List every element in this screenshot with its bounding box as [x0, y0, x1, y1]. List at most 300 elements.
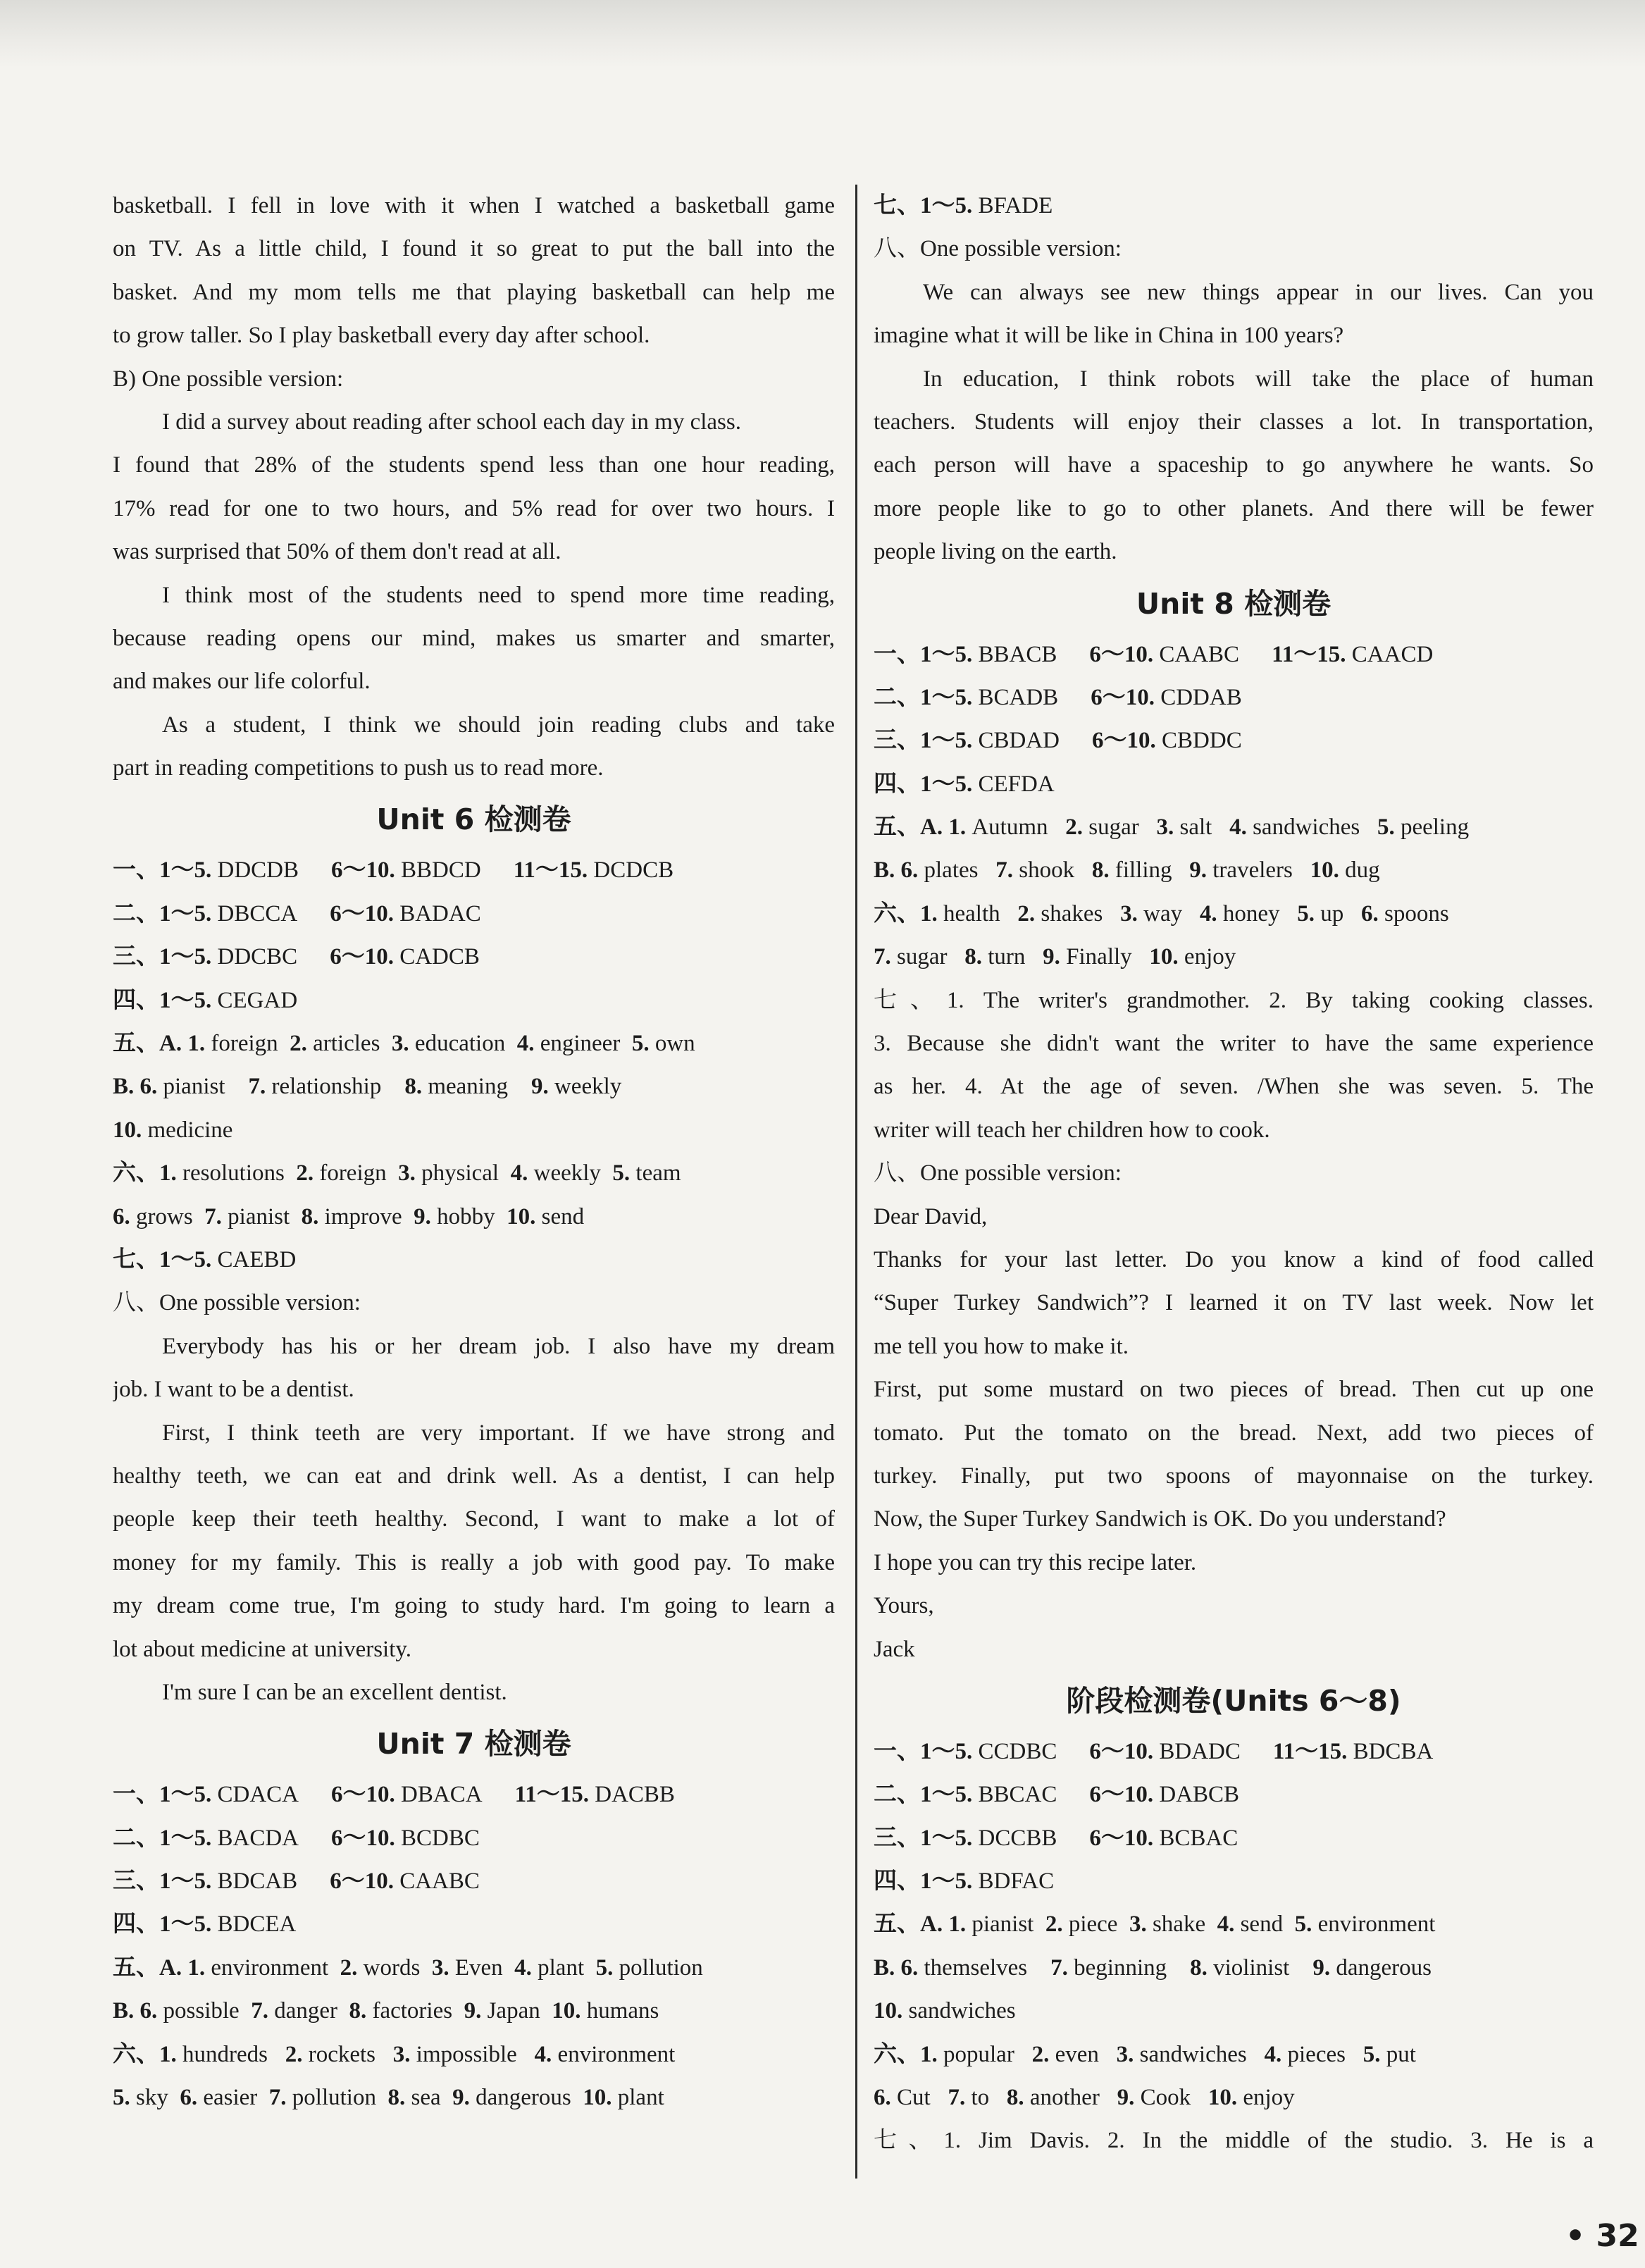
answer: humans — [586, 1998, 659, 2024]
answer: BDCAB — [217, 1869, 298, 1895]
row-label: 七、1～5. — [874, 193, 973, 218]
item-num: 1. — [159, 1160, 177, 1186]
answer-row — [874, 1860, 1594, 1903]
item-num: 7. — [204, 1203, 222, 1229]
answer-row — [113, 2076, 835, 2119]
answer-row — [113, 979, 835, 1022]
row-label: 四、1～5. — [874, 1869, 973, 1895]
answer: sandwiches — [1253, 814, 1360, 841]
item-num: 6. — [874, 2085, 891, 2111]
row-label: 五、A. — [113, 1031, 182, 1057]
item-num: 1. — [948, 1911, 967, 1938]
item-num: 3. — [431, 1954, 449, 1981]
text-line: my dream come true, I'm going to study hard. I'm going to learn a — [113, 1593, 835, 1619]
answer: DBCCA — [217, 900, 298, 927]
row-label: 六、 — [874, 2041, 920, 2067]
row-label: 二、1～5. — [113, 900, 212, 927]
answer: DCCBB — [978, 1825, 1057, 1851]
item-num: 7. — [948, 2085, 966, 2111]
item-num: 6. — [139, 1998, 158, 2024]
answer-row — [874, 1730, 1594, 1773]
item-num: 7. — [1050, 1954, 1068, 1981]
unit7-title: Unit 7 检测卷 — [376, 1727, 571, 1761]
answer: engineer — [540, 1031, 621, 1057]
text-line: and makes our life colorful. — [113, 669, 371, 695]
row-label: 五、A. — [874, 1911, 943, 1938]
answer: factories — [372, 1998, 453, 2024]
answer-row — [874, 2033, 1594, 2076]
answer: shake — [1152, 1911, 1206, 1938]
answer: travelers — [1212, 857, 1293, 884]
item-num: 3. — [1156, 814, 1174, 841]
answer: foreign — [211, 1031, 278, 1057]
answer-row — [874, 2076, 1594, 2119]
letter-line: I hope you can try this recipe later. — [874, 1549, 1197, 1575]
answer: CAACD — [1351, 641, 1434, 667]
row-label: 6～10. — [330, 1869, 394, 1895]
answer: salt — [1179, 814, 1212, 841]
item-num: 2. — [290, 1031, 307, 1057]
answer: DCDCB — [593, 857, 674, 884]
answer: to — [971, 2085, 990, 2111]
answer: CDACA — [217, 1782, 299, 1808]
answer: piece — [1068, 1911, 1118, 1938]
row-label: 二、1～5. — [874, 684, 973, 710]
item-num: 7. — [268, 2085, 287, 2111]
item-num: 4. — [514, 1954, 532, 1981]
item-num: 6. — [900, 1954, 919, 1981]
row-label: B. — [113, 1074, 135, 1100]
row-label: 一、1～5. — [113, 857, 212, 884]
answer: impossible — [416, 2041, 517, 2067]
left-column — [113, 185, 835, 2119]
item-num: 6. — [180, 2085, 198, 2111]
answer: BBDCD — [401, 857, 481, 884]
row-label: 11～15. — [514, 1782, 589, 1808]
answer: BBACB — [978, 641, 1057, 667]
item-num: 9. — [530, 1074, 549, 1100]
item-num: 10. — [1149, 944, 1179, 970]
answer: DDCDB — [217, 857, 299, 884]
answer: sea — [411, 2085, 441, 2111]
answer: plant — [617, 2085, 664, 2111]
row-label: 四、1～5. — [874, 771, 973, 797]
answer: pollution — [292, 2085, 376, 2111]
row-label: 6～10. — [1092, 728, 1156, 754]
row-label: B. — [113, 1998, 135, 2024]
answer: BDADC — [1159, 1738, 1241, 1764]
answer: send — [1240, 1911, 1284, 1938]
answer-row — [874, 676, 1594, 719]
item-num: 7. — [995, 857, 1013, 884]
item-num: 9. — [1043, 944, 1060, 970]
item-num: 3. — [391, 1031, 409, 1057]
item-num: 9. — [414, 1203, 431, 1229]
answer: danger — [274, 1998, 337, 2024]
item-num: 5. — [595, 1954, 614, 1981]
answer: plant — [538, 1954, 585, 1981]
text-line: lot about medicine at university. — [113, 1636, 412, 1662]
answer-row — [113, 1817, 835, 1860]
answer: sandwiches — [1139, 2041, 1247, 2067]
scan-top-shadow — [0, 0, 1645, 68]
letter-line: Yours, — [874, 1593, 934, 1619]
answer: own — [654, 1031, 695, 1057]
answer-row — [874, 1773, 1594, 1816]
row-label: 四、1～5. — [113, 1911, 212, 1938]
answer: pieces — [1287, 2041, 1346, 2067]
answer: meaning — [428, 1074, 508, 1100]
item-num: 1. — [159, 2041, 177, 2067]
answer: turn — [988, 944, 1026, 970]
item-num: 4. — [1199, 900, 1217, 927]
answer: BDCEA — [217, 1911, 297, 1938]
row-label: 11～15. — [1272, 641, 1346, 667]
item-num: 10. — [874, 1998, 903, 2024]
text-line: people keep their teeth healthy. Second, I want to make a lot of — [113, 1506, 835, 1532]
text-line: I found that 28% of the students spend less than one hour reading, — [113, 452, 835, 478]
answer: Cook — [1140, 2085, 1191, 2111]
item-num: 3. — [1129, 1911, 1147, 1938]
item-num: 10. — [113, 1117, 142, 1143]
answer: medicine — [147, 1117, 233, 1143]
answer: BDCBA — [1353, 1738, 1434, 1764]
item-num: 9. — [1312, 1954, 1331, 1981]
text-line: more people like to go to other planets. And there will be fewer — [874, 495, 1594, 521]
answer: BDFAC — [978, 1869, 1055, 1895]
row-label: 三、1～5. — [113, 1869, 212, 1895]
row-label: B. — [874, 1954, 895, 1981]
answer-row — [113, 1903, 835, 1946]
row-label: 6～10. — [1089, 641, 1154, 667]
row-label: 6～10. — [330, 900, 394, 927]
answer: themselves — [924, 1954, 1028, 1981]
unit8-title: Unit 8 检测卷 — [1136, 586, 1331, 621]
answer: Cut — [897, 2085, 931, 2111]
answer: another — [1029, 2085, 1100, 2111]
letter-line: Thanks for your last letter. Do you know a kind of food called — [874, 1246, 1594, 1272]
item-num: 10. — [507, 1203, 536, 1229]
item-num: 4. — [1217, 1911, 1235, 1938]
text-line: 17% read for one to two hours, and 5% read for over two hours. I — [113, 495, 835, 521]
text-line: basket. And my mom tells me that playing basketball can help me — [113, 279, 835, 305]
row-label: 6～10. — [1091, 684, 1155, 710]
answer: relationship — [271, 1074, 382, 1100]
answer: BFADE — [978, 193, 1053, 218]
item-num: 10. — [583, 2085, 612, 2111]
answer: hundreds — [182, 2041, 268, 2067]
item-num: 8. — [1091, 857, 1110, 884]
answer: beginning — [1074, 1954, 1167, 1981]
text-line: because reading opens our mind, makes us smarter and smarter, — [113, 625, 835, 651]
answer: peeling — [1400, 814, 1470, 841]
text-line: 七、1. The writer's grandmother. 2. By taking cooking classes. — [874, 987, 1594, 1013]
item-num: 6. — [900, 857, 919, 884]
answer: up — [1320, 900, 1344, 927]
item-num: 1. — [920, 900, 938, 927]
answer: popular — [943, 2041, 1014, 2067]
answer-row — [113, 1065, 835, 1108]
text-line: As a student, I think we should join reading clubs and take — [162, 712, 835, 738]
item-num: 3. — [392, 2041, 411, 2067]
answer: articles — [313, 1031, 380, 1057]
row-label: 五、A. — [874, 814, 943, 841]
page-number — [1565, 2218, 1639, 2254]
item-num: 6. — [139, 1074, 158, 1100]
item-num: 5. — [1362, 2041, 1381, 2067]
item-num: 8. — [387, 2085, 406, 2111]
page-number-value: 32 — [1596, 2218, 1639, 2254]
answer: BCADB — [978, 684, 1059, 710]
answer-row — [113, 1860, 835, 1903]
row-label: 6～10. — [330, 944, 394, 970]
text-line: people living on the earth. — [874, 539, 1117, 565]
answer-row — [113, 849, 835, 892]
text-line: healthy teeth, we can eat and drink well. As a dentist, I can help — [113, 1463, 835, 1489]
row-label: 6～10. — [331, 1782, 395, 1808]
item-num: 3. — [1116, 2041, 1134, 2067]
item-num: 6. — [1361, 900, 1379, 927]
answer: put — [1386, 2041, 1416, 2067]
row-label: 二、1～5. — [113, 1825, 212, 1851]
answer: rockets — [308, 2041, 376, 2067]
item-num: 2. — [1045, 1911, 1063, 1938]
answer-row — [874, 1903, 1594, 1946]
item-num: 5. — [113, 2085, 130, 2111]
answer: CAABC — [399, 1869, 480, 1895]
text-line: writer will teach her children how to cook. — [874, 1117, 1270, 1143]
text-line: I'm sure I can be an excellent dentist. — [162, 1679, 507, 1705]
row-label: 五、A. — [113, 1954, 182, 1981]
item-num: 7. — [248, 1074, 266, 1100]
item-num: 8. — [404, 1074, 423, 1100]
answer: even — [1055, 2041, 1099, 2067]
row-label: 六、 — [874, 900, 920, 927]
answer: BACDA — [217, 1825, 299, 1851]
item-num: 5. — [1377, 814, 1395, 841]
item-num: 5. — [1297, 900, 1315, 927]
item-num: 8. — [964, 944, 982, 970]
row-label: 六、 — [113, 1160, 159, 1186]
letter-line: “Super Turkey Sandwich”? I learned it on TV last week. Now let — [874, 1290, 1594, 1316]
item-num: 4. — [516, 1031, 535, 1057]
item-num: 1. — [920, 2041, 938, 2067]
item-num: 2. — [1017, 900, 1036, 927]
row-label: 三、1～5. — [113, 944, 212, 970]
text-line: to grow taller. So I play basketball every day after school. — [113, 323, 650, 349]
answer: dug — [1345, 857, 1380, 884]
answer: violinist — [1213, 1954, 1290, 1981]
item-num: 1. — [187, 1954, 206, 1981]
text-line: was surprised that 50% of them don't read at all. — [113, 539, 561, 565]
row-label: 11～15. — [513, 857, 588, 884]
row-label: B. — [874, 857, 895, 884]
stage-test-title: 阶段检测卷(Units 6～8) — [1066, 1683, 1401, 1718]
answer: possible — [163, 1998, 240, 2024]
item-num: 2. — [1031, 2041, 1050, 2067]
answer: CADCB — [399, 944, 480, 970]
item-num: 8. — [301, 1203, 319, 1229]
row-label: 七、1～5. — [113, 1246, 212, 1272]
answer: environment — [1317, 1911, 1436, 1938]
answer: Autumn — [972, 814, 1048, 841]
answer: Japan — [487, 1998, 540, 2024]
answer: foreign — [319, 1160, 387, 1186]
item-num: 5. — [612, 1160, 631, 1186]
answer: dangerous — [1336, 1954, 1432, 1981]
answer: weekly — [533, 1160, 601, 1186]
text-line: each person will have a spaceship to go anywhere he wants. So — [874, 452, 1594, 478]
row-label: 6～10. — [1089, 1738, 1154, 1764]
answer: send — [541, 1203, 585, 1229]
text-line: as her. 4. At the age of seven. /When she was seven. 5. The — [874, 1074, 1594, 1100]
answer: Finally — [1066, 944, 1132, 970]
item-num: 8. — [1006, 2085, 1024, 2111]
letter-line: turkey. Finally, put two spoons of mayonnaise on the turkey. — [874, 1463, 1594, 1489]
answer-row — [113, 893, 835, 936]
text-line: on TV. As a little child, I found it so great to put the ball into the — [113, 236, 835, 262]
answer: plates — [924, 857, 979, 884]
answer-row — [113, 2033, 835, 2076]
unit6-title: Unit 6 检测卷 — [376, 803, 571, 837]
answer-row — [113, 1773, 835, 1816]
item-num: 2. — [1065, 814, 1084, 841]
text-line: job. I want to be a dentist. — [113, 1377, 354, 1403]
item-num: 1. — [187, 1031, 206, 1057]
item-num: 9. — [464, 1998, 482, 2024]
answer: resolutions — [182, 1160, 285, 1186]
answer: CAEBD — [217, 1246, 297, 1272]
item-num: 10. — [1208, 2085, 1238, 2111]
letter-line: tomato. Put the tomato on the bread. Next, add two pieces of — [874, 1420, 1594, 1446]
right-column — [874, 185, 1594, 2163]
answer-row — [874, 806, 1594, 849]
item-num: 4. — [510, 1160, 528, 1186]
item-num: 2. — [285, 2041, 303, 2067]
letter-line: Now, the Super Turkey Sandwich is OK. Do you understand? — [874, 1506, 1446, 1532]
text-line: Everybody has his or her dream job. I also have my dream — [162, 1333, 835, 1359]
letter-line: me tell you how to make it. — [874, 1333, 1129, 1359]
answer: enjoy — [1184, 944, 1236, 970]
answer: DABCB — [1159, 1782, 1240, 1808]
answer: CEFDA — [978, 771, 1055, 797]
answer: sugar — [1088, 814, 1139, 841]
text-line: basketball. I fell in love with it when I watched a basketball game — [113, 193, 835, 218]
answer-row — [874, 936, 1594, 979]
watermark-stamp — [986, 726, 1071, 803]
answer: enjoy — [1243, 2085, 1295, 2111]
answer: BBCAC — [978, 1782, 1057, 1808]
item-num: 7. — [251, 1998, 268, 2024]
answer: BADAC — [399, 900, 481, 927]
answer: shakes — [1041, 900, 1103, 927]
item-num: 2. — [296, 1160, 314, 1186]
item-num: 9. — [1117, 2085, 1135, 2111]
text-line: In education, I think robots will take the place of human — [923, 366, 1594, 392]
item-num: 4. — [1229, 814, 1247, 841]
answer: hobby — [437, 1203, 495, 1229]
essay-label: 八、One possible version: — [874, 236, 1122, 262]
text-line: imagine what it will be like in China in 100 years? — [874, 323, 1344, 349]
essay-label: 八、One possible version: — [874, 1160, 1122, 1186]
answer: sugar — [897, 944, 948, 970]
answer: pianist — [228, 1203, 290, 1229]
answer-row — [113, 1990, 835, 2033]
item-num: 5. — [631, 1031, 650, 1057]
item-num: 3. — [1120, 900, 1138, 927]
answer: dangerous — [476, 2085, 571, 2111]
answer: pollution — [619, 1954, 703, 1981]
row-label: 二、1～5. — [874, 1782, 973, 1808]
answer: CCDBC — [978, 1738, 1057, 1764]
row-label: 6～10. — [1089, 1782, 1154, 1808]
item-num: 9. — [1189, 857, 1208, 884]
item-num: 4. — [534, 2041, 552, 2067]
essay-b-label: B) One possible version: — [113, 366, 344, 392]
answer: pianist — [972, 1911, 1034, 1938]
answer-row — [113, 1947, 835, 1990]
answer: pianist — [163, 1074, 225, 1100]
answer-row — [113, 1239, 835, 1282]
column-divider — [855, 185, 857, 2179]
text-line: 七、1. Jim Davis. 2. In the middle of the studio. 3. He is a — [874, 2128, 1594, 2154]
answer: CDDAB — [1160, 684, 1242, 710]
text-line: I think most of the students need to spend more time reading, — [162, 582, 835, 608]
item-num: 1. — [948, 814, 967, 841]
answer: education — [414, 1031, 506, 1057]
answer-row — [113, 936, 835, 979]
answer: CAABC — [1159, 641, 1240, 667]
answer: health — [943, 900, 1000, 927]
answer-row — [874, 849, 1594, 892]
row-label: 六、 — [113, 2041, 159, 2067]
answer: weekly — [554, 1074, 622, 1100]
item-num: 8. — [349, 1998, 367, 2024]
answer-row — [874, 1817, 1594, 1860]
item-num: 10. — [552, 1998, 581, 2024]
answer: sandwiches — [908, 1998, 1016, 2024]
text-line: money for my family. This is really a job with good pay. To make — [113, 1549, 835, 1575]
answer: way — [1143, 900, 1183, 927]
answer: environment — [557, 2041, 676, 2067]
answer: BCBAC — [1159, 1825, 1239, 1851]
answer: improve — [324, 1203, 402, 1229]
answer-row — [113, 1109, 835, 1152]
answer-row — [113, 1196, 835, 1239]
row-label: 四、1～5. — [113, 987, 212, 1013]
answer-row — [874, 719, 1594, 762]
letter-line: Dear David, — [874, 1203, 988, 1229]
answer-row — [874, 1990, 1594, 2033]
answer-row — [874, 185, 1594, 228]
answer: DDCBC — [217, 944, 298, 970]
row-label: 6～10. — [331, 857, 395, 884]
answer-row — [874, 763, 1594, 806]
answer-row — [874, 633, 1594, 676]
answer: Even — [454, 1954, 503, 1981]
answer: BCDBC — [401, 1825, 480, 1851]
answer: easier — [203, 2085, 258, 2111]
answer: CBDAD — [978, 728, 1060, 754]
answer: filling — [1115, 857, 1172, 884]
row-label: 6～10. — [331, 1825, 395, 1851]
row-label: 一、1～5. — [874, 1738, 973, 1764]
answer-row — [113, 1022, 835, 1065]
answer: honey — [1222, 900, 1280, 927]
answer-row — [874, 893, 1594, 936]
text-line: I did a survey about reading after school each day in my class. — [162, 409, 741, 435]
item-num: 9. — [452, 2085, 470, 2111]
